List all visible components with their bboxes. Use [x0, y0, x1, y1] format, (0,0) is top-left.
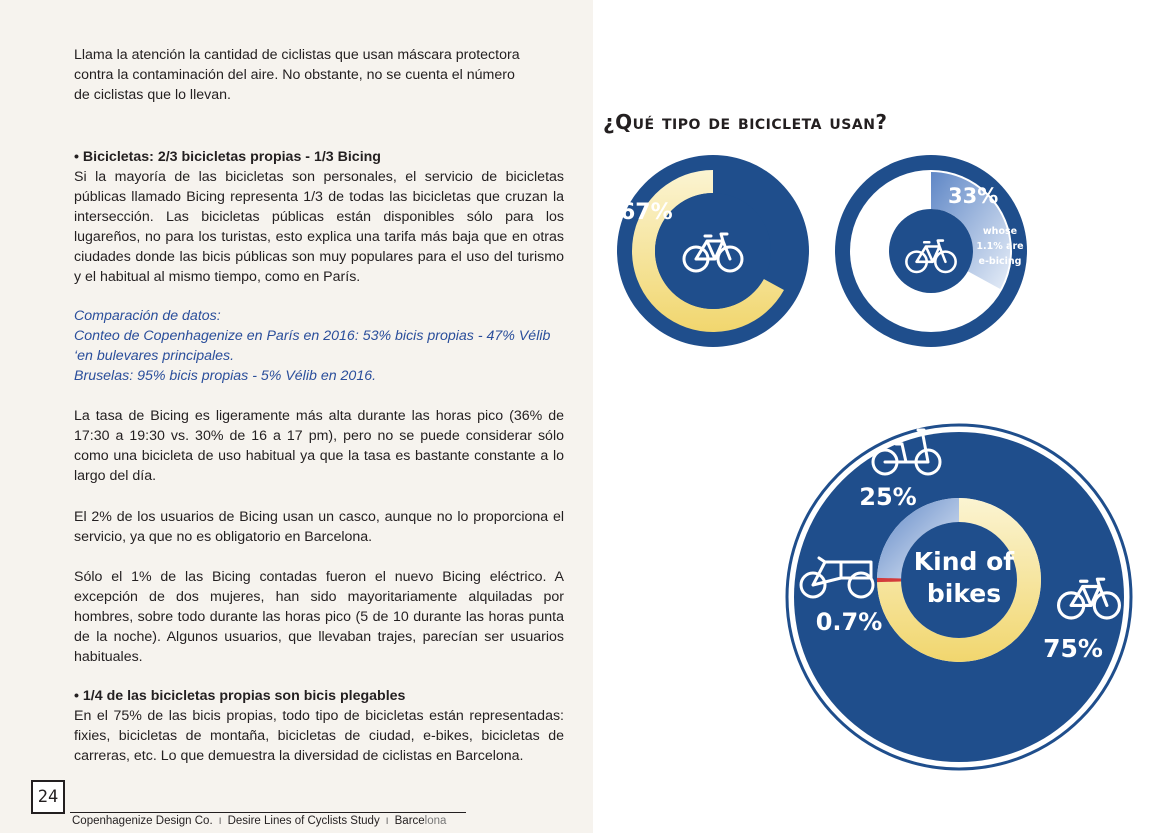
bicing-rate-paragraph: La tasa de Bicing es ligeramente más alta durante las horas pico (36% de 17:30 a 19:30 vs. 30% de 16 a 17 pm), pero no se puede considerar sólo como una bicicleta de uso habitual ya que la tasa es bastante constante a lo largo del día.: [74, 408, 564, 484]
cargo-label: 0.7%: [815, 608, 883, 636]
footer-study: Desire Lines of Cyclists Study: [227, 815, 380, 827]
comparison-line: Conteo de Copenhagenize en París en 2016: 53% bicis propias - 47% Vélib ‘en bulevares principales.: [74, 328, 551, 364]
donut-bicing-note: whose: [982, 226, 1018, 237]
donut-bicing-hub: [889, 209, 973, 293]
footer-city-light: lona: [424, 815, 447, 827]
donut-own-bikes: [617, 155, 809, 347]
comparison-heading: Comparación de datos:: [74, 308, 221, 324]
segment-cargo: [877, 578, 901, 582]
chart-title: ¿Qué tipo de bicicleta usan?: [603, 110, 888, 134]
section-heading: • 1/4 de las bicicletas propias son bicis plegables: [74, 688, 406, 704]
footer-separator: I: [218, 816, 222, 826]
section-body: En el 75% de las bicis propias, todo tipo de bicicletas están representadas: fixies, bicicletas de montaña, bicicletas de ciudad, e-bikes, bicicletas de carreras, etc. Lo que demuestra la diversidad de ciclistas en Barcelona.: [74, 708, 564, 764]
comparison-line: Bruselas: 95% bicis propias - 5% Vélib en 2016.: [74, 368, 377, 384]
donut-bicing-label: 33%: [948, 184, 999, 208]
folding-label: 25%: [859, 483, 917, 511]
intro-line: Llama la atención la cantidad de ciclistas que usan máscara protectora: [74, 47, 520, 63]
footer-city-bold: Barce: [394, 815, 425, 827]
big-center-label: bikes: [926, 579, 1002, 608]
intro-line: de ciclistas que lo llevan.: [74, 87, 231, 103]
donut-own-label: 67%: [620, 200, 673, 225]
big-center-label: Kind of: [913, 547, 1015, 576]
donut-bicing-note: e-bicing: [978, 256, 1022, 267]
footer-company: Copenhagenize Design Co.: [72, 815, 213, 827]
donut-bicing-note: 1.1% are: [976, 241, 1024, 252]
footer-separator: I: [385, 816, 389, 826]
helmet-paragraph: El 2% de los usuarios de Bicing usan un casco, aunque no lo proporciona el servicio, ya que no es obligatorio en Barcelona.: [74, 509, 564, 545]
section-heading: • Bicicletas: 2/3 bicicletas propias - 1/3 Bicing: [74, 149, 381, 165]
page-number: 24: [31, 780, 65, 814]
intro-line: contra la contaminación del aire. No obstante, no se cuenta el número: [74, 67, 515, 83]
section-body: Si la mayoría de las bicicletas son personales, el servicio de bicicletas públicas llamado Bicing representa 1/3 de todas las bicicletas que cruzan la intersección. Las bicicletas públicas están disponibles sólo para los lugareños, no para los turistas, esto explica una tarifa más baja que en otras ciudades donde las bicis públicas son muy populares para el uso del turismo y el habitual al mismo tiempo, como en París.: [74, 169, 564, 285]
regular-label: 75%: [1043, 634, 1103, 663]
donut-bicing: [835, 155, 1027, 347]
kind-of-bikes-chart: [787, 425, 1131, 769]
electric-bicing-paragraph: Sólo el 1% de las Bicing contadas fueron el nuevo Bicing eléctrico. A excepción de dos mujeres, han sido mayoritariamente alquiladas por hombres, sobre todo durante las horas pico (5 de 10 durante las horas punta de la noche). Algunos usuarios, que llevaban trajes, parecían ser usuarios habituales.: [74, 569, 564, 665]
